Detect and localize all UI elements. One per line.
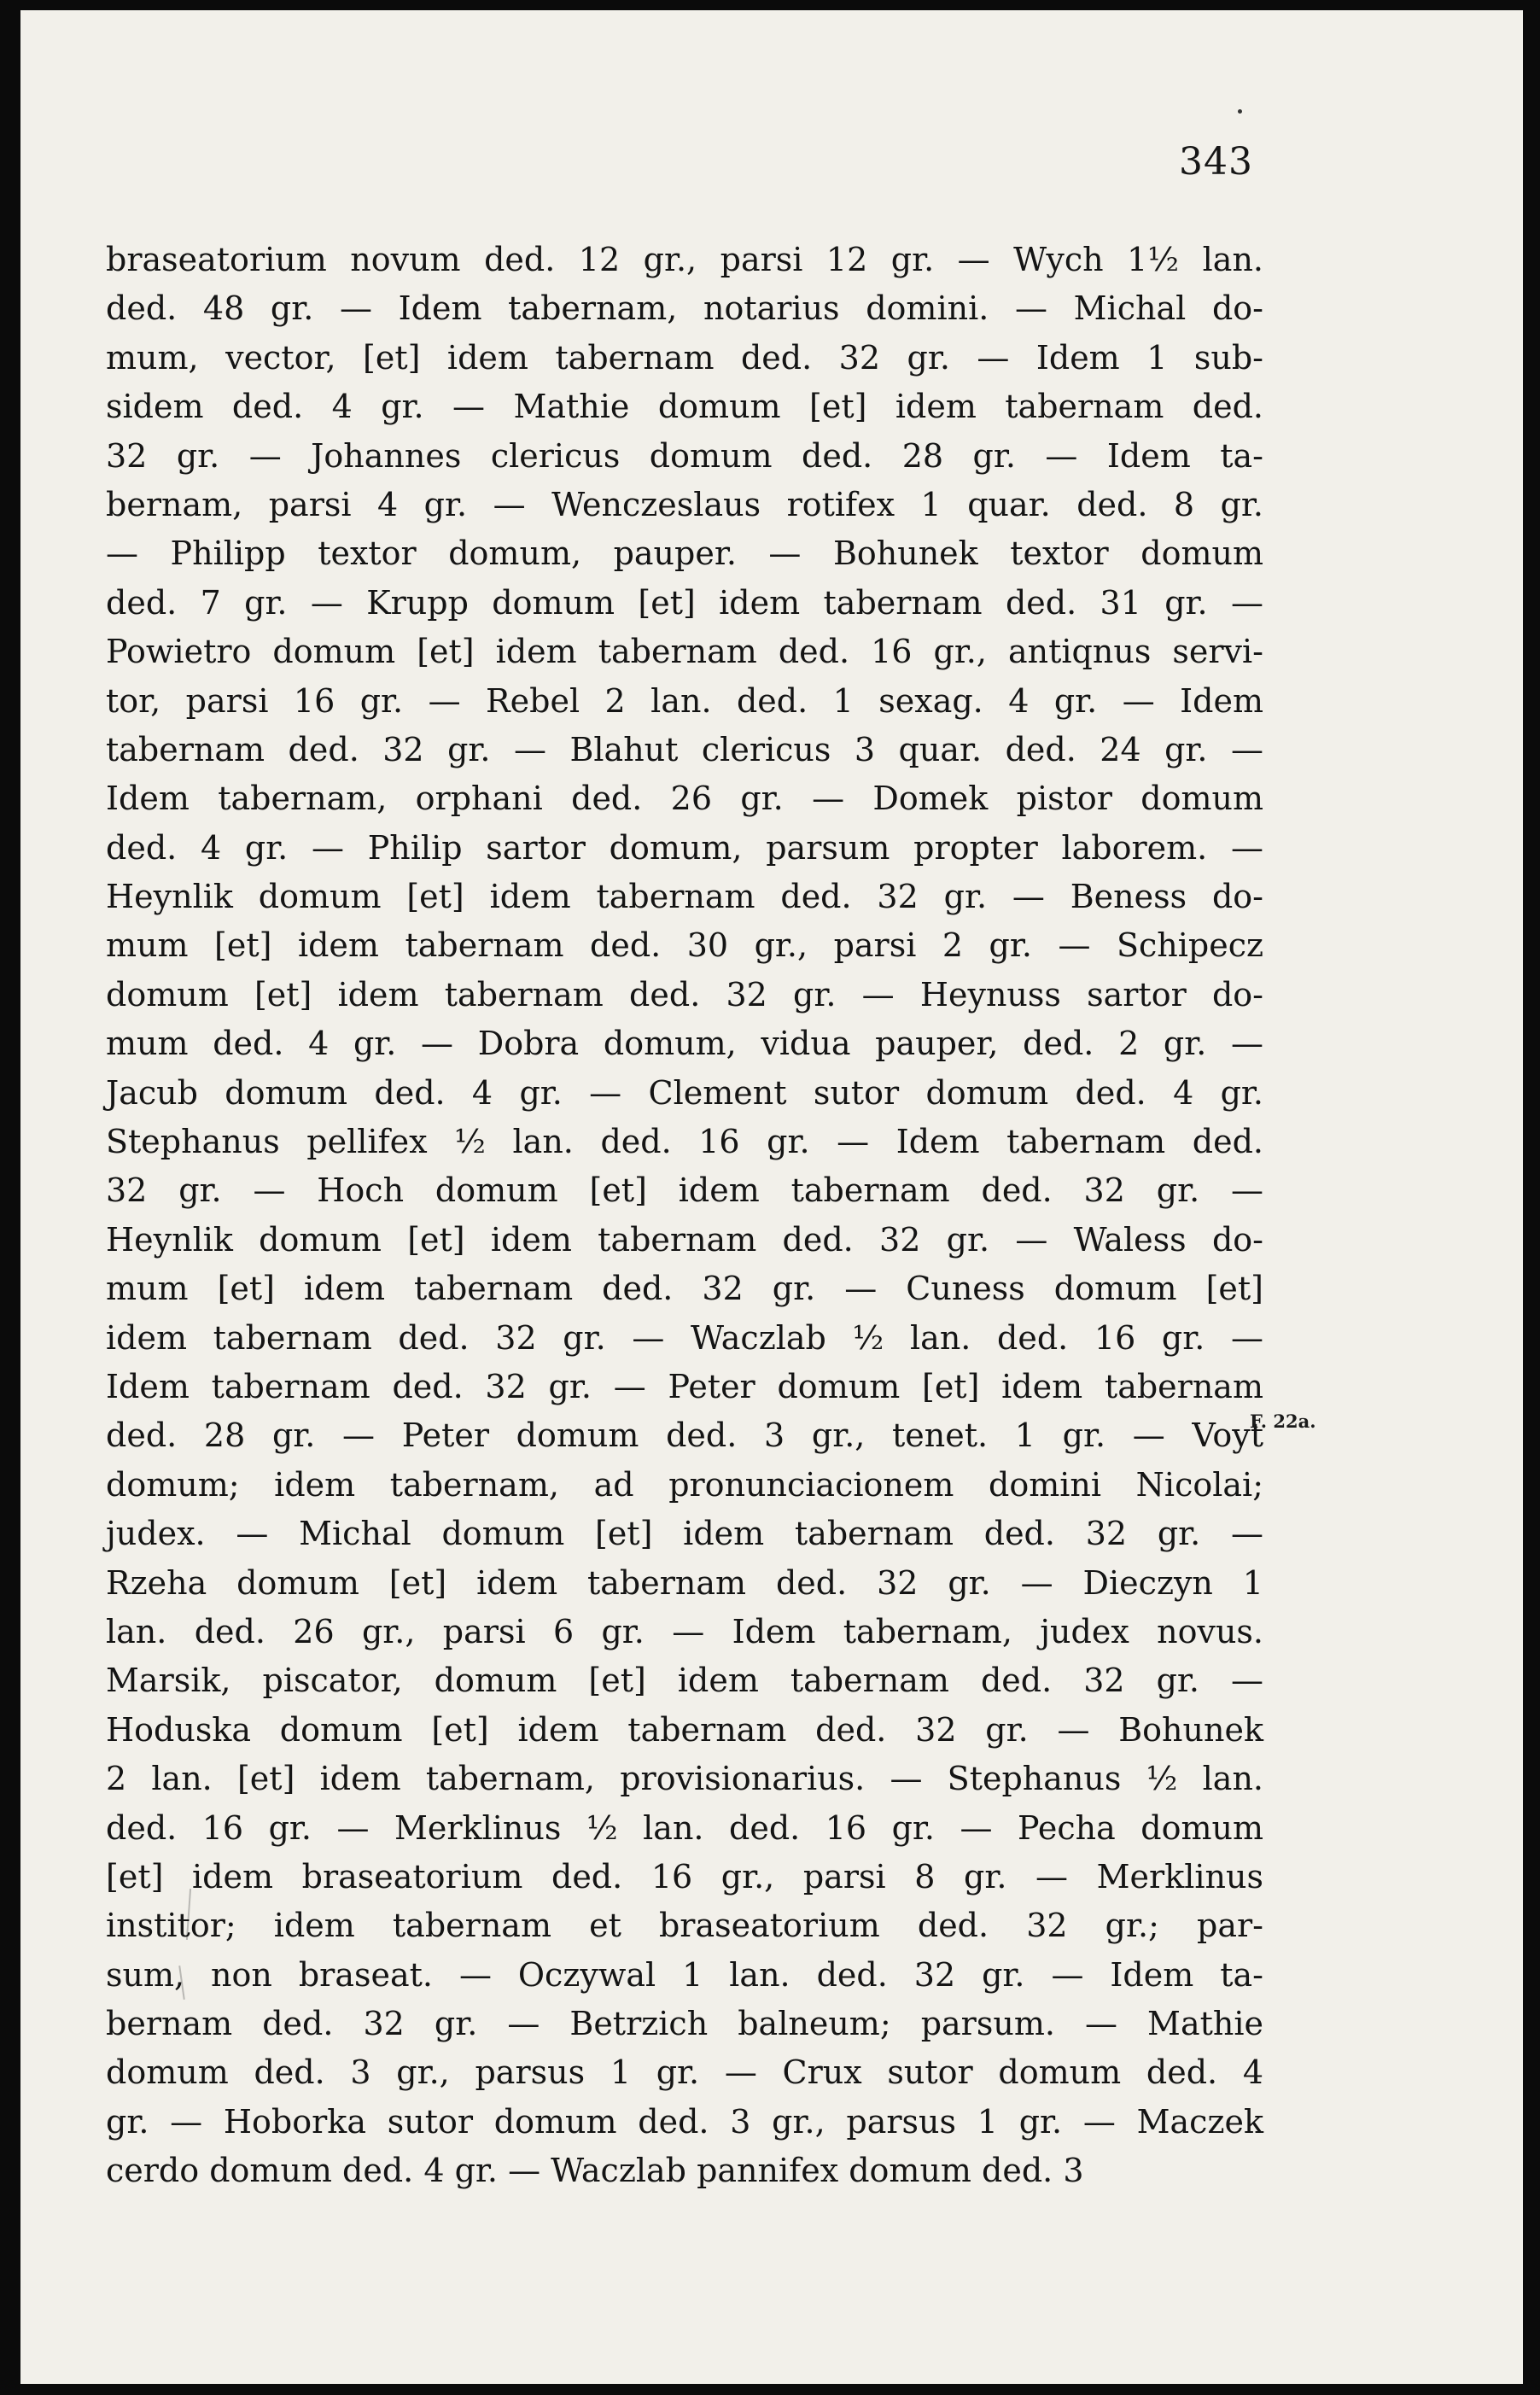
- text-line: ded. 28 gr. — Peter domum ded. 3 gr., tenet. 1 gr. — Voyt: [106, 1417, 1263, 1455]
- text-line: bernam ded. 32 gr. — Betrzich balneum; parsum. — Mathie: [106, 2005, 1263, 2043]
- text-line: tabernam ded. 32 gr. — Blahut clericus 3 quar. ded. 24 gr. —: [106, 730, 1263, 768]
- text-line: ded. 4 gr. — Philip sartor domum, parsum propter laborem. —: [106, 828, 1263, 867]
- text-line: tor, parsi 16 gr. — Rebel 2 lan. ded. 1 sexag. 4 gr. — Idem: [106, 681, 1263, 720]
- text-line: Powietro domum [et] idem tabernam ded. 16 gr., antiqnus servi-: [106, 633, 1263, 671]
- text-line: idem tabernam ded. 32 gr. — Waczlab ½ lan. ded. 16 gr. —: [106, 1318, 1263, 1357]
- body-text: [106, 236, 1263, 2196]
- text-line: mum, vector, [et] idem tabernam ded. 32 gr. — Idem 1 sub-: [106, 338, 1263, 377]
- text-line: judex. — Michal domum [et] idem tabernam ded. 32 gr. —: [106, 1515, 1263, 1553]
- text-line: sidem ded. 4 gr. — Mathie domum [et] idem tabernam ded.: [106, 388, 1263, 426]
- text-line: domum; idem tabernam, ad pronunciacionem domini Nicolai;: [106, 1465, 1263, 1504]
- text-line: cerdo domum ded. 4 gr. — Waczlab pannifex domum ded. 3: [106, 2152, 1084, 2190]
- text-line: domum ded. 3 gr., parsus 1 gr. — Crux sutor domum ded. 4: [106, 2053, 1263, 2092]
- text-line: lan. ded. 26 gr., parsi 6 gr. — Idem tabernam, judex novus.: [106, 1612, 1263, 1650]
- text-line: Jacub domum ded. 4 gr. — Clement sutor domum ded. 4 gr.: [106, 1073, 1263, 1112]
- text-line: 2 lan. [et] idem tabernam, provisionarius. — Stephanus ½ lan.: [106, 1760, 1263, 1798]
- margin-folio-note: F. 22a.: [1250, 1411, 1316, 1432]
- text-line: Idem tabernam ded. 32 gr. — Peter domum [et] idem tabernam: [106, 1367, 1263, 1405]
- text-line: — Philipp textor domum, pauper. — Bohunek textor domum: [106, 534, 1263, 573]
- text-line: bernam, parsi 4 gr. — Wenczeslaus rotifex 1 quar. ded. 8 gr.: [106, 485, 1263, 523]
- text-line: sum, non braseat. — Oczywal 1 lan. ded. 32 gr. — Idem ta-: [106, 1955, 1263, 1994]
- text-line: 32 gr. — Johannes clericus domum ded. 28 gr. — Idem ta-: [106, 436, 1263, 475]
- text-line: gr. — Hoborka sutor domum ded. 3 gr., parsus 1 gr. — Maczek: [106, 2102, 1263, 2141]
- text-line: Idem tabernam, orphani ded. 26 gr. — Domek pistor domum: [106, 780, 1263, 818]
- text-line: Heynlik domum [et] idem tabernam ded. 32 gr. — Beness do-: [106, 878, 1263, 916]
- text-line: ded. 16 gr. — Merklinus ½ lan. ded. 16 gr. — Pecha domum: [106, 1808, 1263, 1847]
- text-line: Stephanus pellifex ½ lan. ded. 16 gr. — Idem tabernam ded.: [106, 1123, 1263, 1161]
- text-line: Rzeha domum [et] idem tabernam ded. 32 gr. — Dieczyn 1: [106, 1563, 1263, 1602]
- text-line: mum [et] idem tabernam ded. 32 gr. — Cuness domum [et]: [106, 1270, 1263, 1308]
- document-page: [20, 10, 1523, 2384]
- text-line: braseatorium novum ded. 12 gr., parsi 12 gr. — Wych 1½ lan.: [106, 241, 1263, 278]
- text-line: Hoduska domum [et] idem tabernam ded. 32 gr. — Bohunek: [106, 1710, 1263, 1749]
- text-line: 32 gr. — Hoch domum [et] idem tabernam ded. 32 gr. —: [106, 1171, 1263, 1210]
- text-line: Heynlik domum [et] idem tabernam ded. 32 gr. — Waless do-: [106, 1220, 1263, 1259]
- text-line: mum ded. 4 gr. — Dobra domum, vidua pauper, ded. 2 gr. —: [106, 1025, 1263, 1063]
- text-line: [et] idem braseatorium ded. 16 gr., parsi 8 gr. — Merklinus: [106, 1857, 1263, 1896]
- text-line: mum [et] idem tabernam ded. 30 gr., parsi 2 gr. — Schipecz: [106, 926, 1263, 965]
- ink-speck: [1238, 109, 1242, 114]
- text-line: ded. 48 gr. — Idem tabernam, notarius domini. — Michal do-: [106, 289, 1263, 328]
- text-line: Marsik, piscator, domum [et] idem tabernam ded. 32 gr. —: [106, 1662, 1263, 1700]
- text-line: domum [et] idem tabernam ded. 32 gr. — Heynuss sartor do-: [106, 975, 1263, 1013]
- text-line: institor; idem tabernam et braseatorium ded. 32 gr.; par-: [106, 1907, 1263, 1945]
- text-line: ded. 7 gr. — Krupp domum [et] idem tabernam ded. 31 gr. —: [106, 583, 1263, 622]
- page-number: 343: [1179, 140, 1253, 184]
